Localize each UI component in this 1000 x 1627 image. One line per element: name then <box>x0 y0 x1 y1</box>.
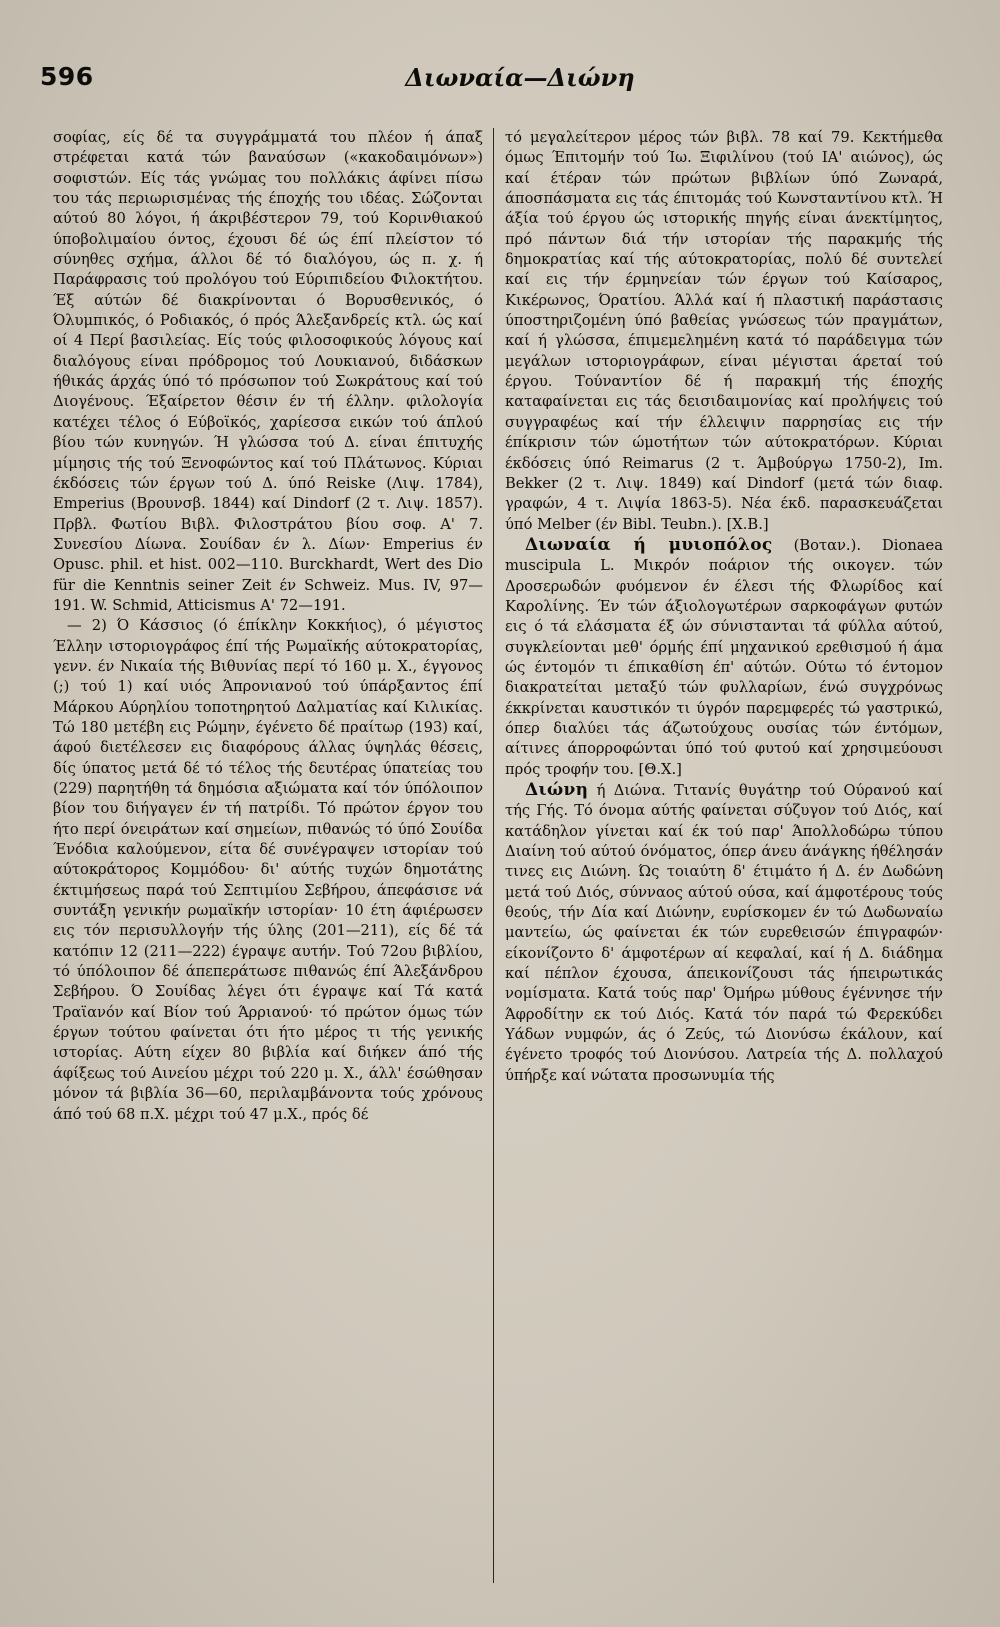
entry-dionaia-headword: Διωναία ή μυιοπόλος <box>525 534 773 555</box>
dion-cassius-continuation: τό μεγαλείτερον μέρος τών βιβλ. 78 καί 79. Κεκτήμεθα όμως Έπιτομήν τού Ίω. Ξιφιλίνου (τού ΙΑ' αιώνος), ώς καί έτέραν τών πρώτων βιβλίων ύπό Ζωναρά, άποσπάσματα εις τάς έπιτομάς τού Κωνσταντίνου κτλ. Ή άξία τού έργου ώς ιστορικής πηγής είναι άνεκτίμητος, πρό πάντων διά τήν ιστορίαν τής παρακμής τής δημοκρατίας καί τής αύτοκρατορίας, πολύ δέ συντελεί καί εις τήν έρμηνείαν τών έργων τού Καίσαρος, Κικέρωνος, Όρατίου. Άλλά καί ή πλαστική παράστασις ύποστηριζομένη ύπό βαθείας γνώσεως τών πραγμάτων, καί ή γλώσσα, έπιμεμελημένη κατά τό παράδειγμα τών μεγάλων ιστοριογράφων, είναι μέγισται άρεταί τού έργου. Τούναντίον δέ ή παρακμή τής έποχής καταφαίνεται εις τάς δεισιδαιμονίας καί προλήψεις τού συγγραφέως καί τήν έλλειψιν παρρησίας εις τήν έπίκρισιν τών ώμοτήτων τών αύτοκρατόρων. Κύριαι έκδόσεις ύπό Reimarus (2 τ. Άμβούργω 1750-2), Im. Bekker (2 τ. Λιψ. 1849) καί Dindorf (μετά τών διαφ. γραφών, 4 τ. Λιψία 1863-5). Νέα έκδ. παρασκευάζεται ύπό Melber (έν Bibl. Teubn.). [Χ.Β.] <box>505 129 943 533</box>
entry-dione <box>505 780 943 1086</box>
running-head: Διωναία—Διώνη <box>405 63 635 92</box>
left-column <box>53 128 483 1588</box>
column-divider <box>493 128 494 1583</box>
dion-chrysostom-paragraph: σοφίας, είς δέ τα συγγράμματά του πλέον ή άπαξ στρέφεται κατά τών βαναύσων («κακοδαιμόνων») σοφιστών. Είς τάς γνώμας του πολλάκις άφίνει πίσω του τάς περιωρισμένας τής έποχής του ιδέας. Σώζονται αύτού 80 λόγοι, ή άκριβέστερον 79, τού Κορινθιακού ύποβολιμαίου όντος, έχουσι δέ ώς έπί πλείστον τό σύνηθες σχήμα, άλλοι δέ τό διαλόγου, ώς π. χ. ή Παράφρασις τού προλόγου τού Εύριπιδείου Φιλοκτήτου. Έξ αύτών δέ διακρίνονται ό Βορυσθενικός, ό Όλυμπικός, ό Ροδιακός, ό πρός Άλεξανδρείς κτλ. ώς καί οί 4 Περί βασιλείας. Είς τούς φιλοσοφικούς λόγους καί διαλόγους είναι πρόδρομος τού Λουκιανού, διδάσκων ήθικάς άρχάς ύπό τό πρόσωπον τού Σωκράτους καί τού Διογένους. Έξαίρετον θέσιν έν τή έλλην. φιλολογία κατέχει τέλος ό Εύβοϊκός, χαρίεσσα εικών τού άπλού βίου τών κυνηγών. Ή γλώσσα τού Δ. είναι έπιτυχής μίμησις τής τού Ξενοφώντος καί τού Πλάτωνος. Κύριαι έκδόσεις τών έργων τού Δ. ύπό Reiske (Λιψ. 1784), Emperius (Βρουνσβ. 1844) καί Dindorf (2 τ. Λιψ. 1857). Πρβλ. Φωτίου Βιβλ. Φιλοστράτου βίου σοφ. Α' 7. Συνεσίου Δίωνα. Σουίδαν έν λ. Δίων· Emperius έν Opusc. phil. et hist. 002—110. Burckhardt, Wert des Dio für die Kenntnis seiner Zeit έν Schweiz. Mus. IV, 97—191. W. Schmid, Atticismus Α' 72—191. <box>53 129 483 614</box>
page-header <box>40 62 960 102</box>
entry-dionaia-text: (Βοταν.). Dionaea muscipula L. Μικρόν ποάριον τής οικογεν. τών Δροσερωδών φυόμενον έν έλεσι τής Φλωρίδος καί Καρολίνης. Έν τών άξιολογωτέρων σαρκοφάγων φυτών εις ό τά ελάσματα έξ ών σύνιστανται τά φύλλα αύτού, συγκλείονται μεθ' όρμής έπί μηχανικού ερεθισμού ή άμα ώς έντομόν τι έπικαθίση έπ' αύτών. Ούτω τό έντομον διακρατείται μεταξύ τών φυλλαρίων, ένώ συγχρόνως έκκρίνεται καυστικόν τι ύγρόν παρεμφερές τώ γαστρικώ, όπερ διαλύει τάς άζωτούχους ουσίας τών έντόμων, αίτινες άπορροφώνται ύπό τού φυτού καί χρησιμεύουσι πρός τροφήν του. [Θ.Χ.] <box>505 536 943 778</box>
entry-dionaia <box>505 535 943 780</box>
right-column <box>505 128 943 1588</box>
entry-dione-text: ή Διώνα. Τιτανίς θυγάτηρ τού Ούρανού καί τής Γής. Τό όνομα αύτής φαίνεται σύζυγον τού Διός, καί κατάδηλον γίνεται καί έκ τού παρ' Άπολλοδώρω τύπου Διαίνη τού αύτού όνόματος, όπερ άνευ άνάγκης ήθέλησάν τινες εις Διώνη. Ώς τοιαύτη δ' έτιμάτο ή Δ. έν Δωδώνη μετά τού Διός, σύνναος αύτού ούσα, καί άμφοτέρους τούς θεούς, τήν Δία καί Διώνην, ευρίσκομεν έν τώ Δωδωναίω μαντείω, ώς φαίνεται έκ τών ευρεθεισών έπιγραφών· είκονίζοντο δ' άμφοτέρων αί κεφαλαί, καί ή Δ. διάδημα καί πέπλον έχουσα, άπεικονίζουσι τάς ήπειρωτικάς νομίσματα. Κατά τούς παρ' Όμήρω μύθους έγέννησε τήν Άφροδίτην εκ τού Διός. Κατά τόν παρά τώ Φερεκύδει Υάδων νυμφών, άς ό Ζεύς, τώ Διονύσω έκάλουν, καί έγένετο τροφός τού Διονύσου. Λατρεία τής Δ. πολλαχού ύπήρξε καί νώτατα προσωνυμία τής <box>505 782 943 1084</box>
dion-cassius-paragraph: — 2) Ό Κάσσιος (ό έπίκλην Κοκκήιος), ό μέγιστος Έλλην ιστοριογράφος έπί τής Ρωμαϊκής αύτοκρατορίας, γενν. έν Νικαία τής Βιθυνίας περί τό 160 μ. Χ., έγγονος (;) τού 1) καί υιός Άπρονιανού τού ύπάρξαντος έπί Μάρκου Αύρηλίου τοποτηρητού Δαλματίας καί Κιλικίας. Τώ 180 μετέβη εις Ρώμην, έγένετο δέ πραίτωρ (193) καί, άφού διετέλεσεν εις διαφόρους άλλας ύψηλάς θέσεις, δίς ύπατος μετά δέ τό τέλος τής δευτέρας ύπατείας του (229) παρητήθη τά δημόσια αξιώματα καί τόν ύπόλοιπον βίον του διήγαγεν έν τή πατρίδι. Τό πρώτον έργον του ήτο περί όνειράτων καί σημείων, πιθανώς τό ύπό Σουίδα Ένόδια καλούμενον, είτα δέ συνέγραψεν ιστορίαν τού αύτοκράτορος Κομμόδου· δι' αύτής τυχών δημοτάτης έκτιμήσεως παρά τού Σεπτιμίου Σεβήρου, άπεφάσισε νά συντάξη γενικήν ρωμαϊκήν ιστορίαν· 10 έτη άφιέρωσεν εις τόν περισυλλογήν τής ύλης (201—211), είς δέ τά κατόπιν 12 (211—222) έγραψε αυτήν. Τού 72ου βιβλίου, τό ύπόλοιπον δέ άπεπεράτωσε πιθανώς έπί Άλεξάνδρου Σεβήρου. Ό Σουίδας λέγει ότι έγραψε καί Τά κατά Τραϊανόν καί Βίον τού Άρριανού· τό πρώτον όμως τών έργων τούτου φαίνεται ότι ήτο μέρος τι τής γενικής ιστορίας. Αύτη είχεν 80 βιβλία καί διήκεν άπό τής άφίξεως τού Αινείου μέχρι τού 220 μ. Χ., άλλ' έσώθησαν μόνον τά βιβλία 36—60, περιλαμβάνοντα τούς χρόνους άπό τού 68 π.Χ. μέχρι τού 47 μ.Χ., πρός δέ <box>53 617 483 1123</box>
entry-dione-headword: Διώνη <box>525 780 589 800</box>
page-number: 596 <box>40 62 94 91</box>
